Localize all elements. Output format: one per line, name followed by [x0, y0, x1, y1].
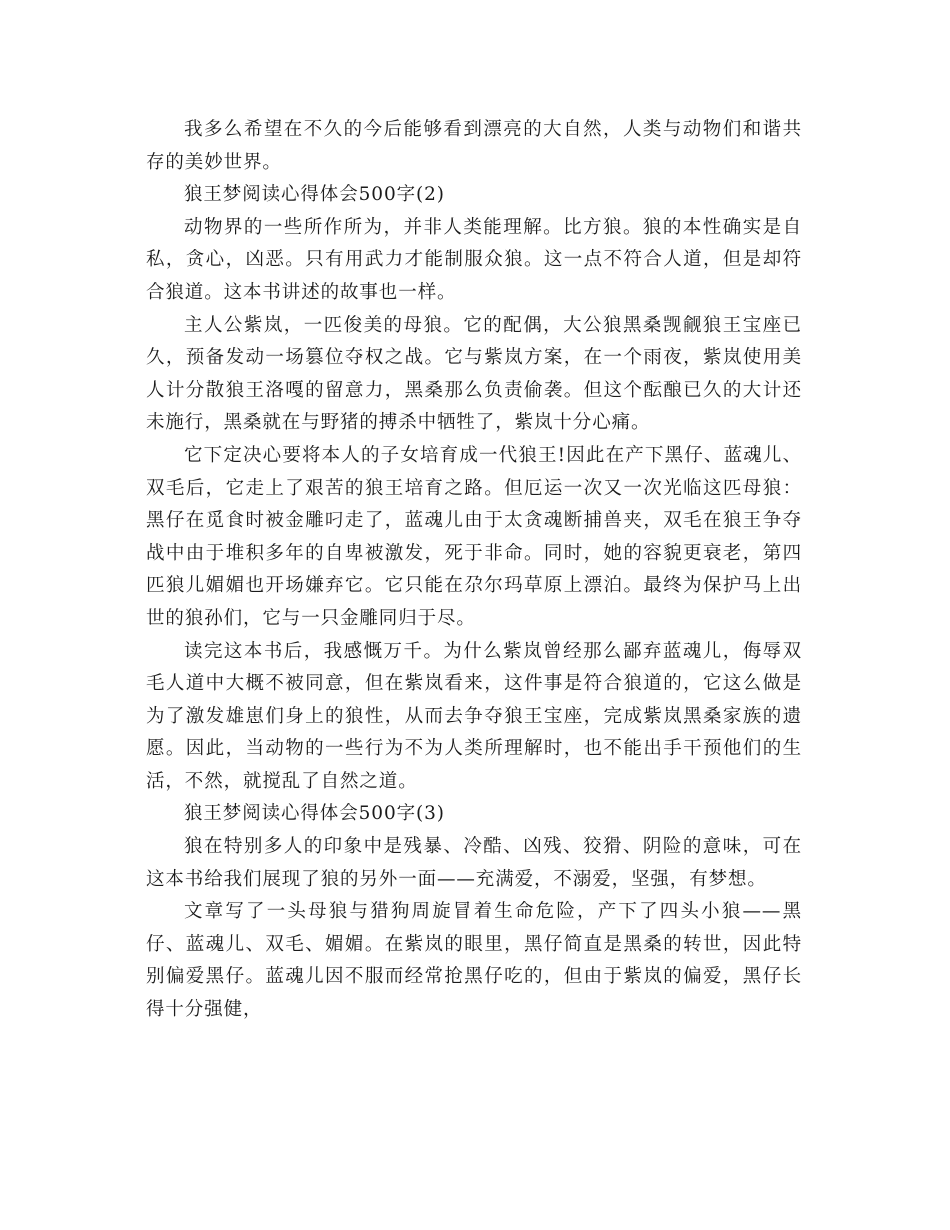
paragraph-reflection: 读完这本书后，我感慨万千。为什么紫岚曾经那么鄙弃蓝魂儿，侮辱双毛人道中大概不被同意，但在紫岚看来，这件事是符合狼道的，它这么做是为了激发雄崽们身上的狼性，从而去争夺狼王宝座，完成紫岚黑桑家族的遗愿。因此，当动物的一些行为不为人类所理解时，也不能出手干预他们的生活，不然，就搅乱了自然之道。: [146, 640, 802, 792]
paragraph-wolf-impression: 狼在特别多人的印象中是残暴、冷酷、凶残、狡猾、阴险的意味，可在这本书给我们展现了狼的另外一面——充满爱，不溺爱，坚强，有梦想。: [146, 836, 802, 890]
paragraph-protagonist-zilan: 主人公紫岚，一匹俊美的母狼。它的配偶，大公狼黑桑觊觎狼王宝座已久，预备发动一场篡位夺权之战。它与紫岚方案，在一个雨夜，紫岚使用美人计分散狼王洛嘎的留意力，黑桑那么负责偷袭。但这个酝酿已久的大计还未施行，黑桑就在与野猪的搏杀中牺牲了，紫岚十分心痛。: [146, 314, 802, 434]
paragraph-four-cubs: 文章写了一头母狼与猎狗周旋冒着生命危险，产下了四头小狼——黑仔、蓝魂儿、双毛、媚媚。在紫岚的眼里，黑仔简直是黑桑的转世，因此特别偏爱黑仔。蓝魂儿因不服而经常抢黑仔吃的，但由于紫岚的偏爱，黑仔长得十分强健，: [146, 901, 802, 1021]
section-heading-2: 狼王梦阅读心得体会500字(2): [184, 184, 445, 206]
paragraph-raising-wolf-king: 它下定决心要将本人的子女培育成一代狼王!因此在产下黑仔、蓝魂儿、双毛后，它走上了艰苦的狼王培育之路。但厄运一次又一次光临这匹母狼：黑仔在觅食时被金雕叼走了，蓝魂儿由于太贪魂断捕兽夹，双毛在狼王争夺战中由于堆积多年的自卑被激发，死于非命。同时，她的容貌更衰老，第四匹狼儿媚媚也开场嫌弃它。它只能在尕尔玛草原上漂泊。最终为保护马上出世的狼孙们，它与一只金雕同归于尽。: [146, 444, 802, 629]
paragraph-closing-wish: 我多么希望在不久的今后能够看到漂亮的大自然，人类与动物们和谐共存的美妙世界。: [146, 119, 802, 173]
paragraph-animal-world: 动物界的一些所作所为，并非人类能理解。比方狼。狼的本性确实是自私，贪心，凶恶。只有用武力才能制服众狼。这一点不符合人道，但是却符合狼道。这本书讲述的故事也一样。: [146, 216, 802, 303]
section-heading-3: 狼王梦阅读心得体会500字(3): [184, 803, 445, 825]
document-body: [146, 114, 802, 1027]
